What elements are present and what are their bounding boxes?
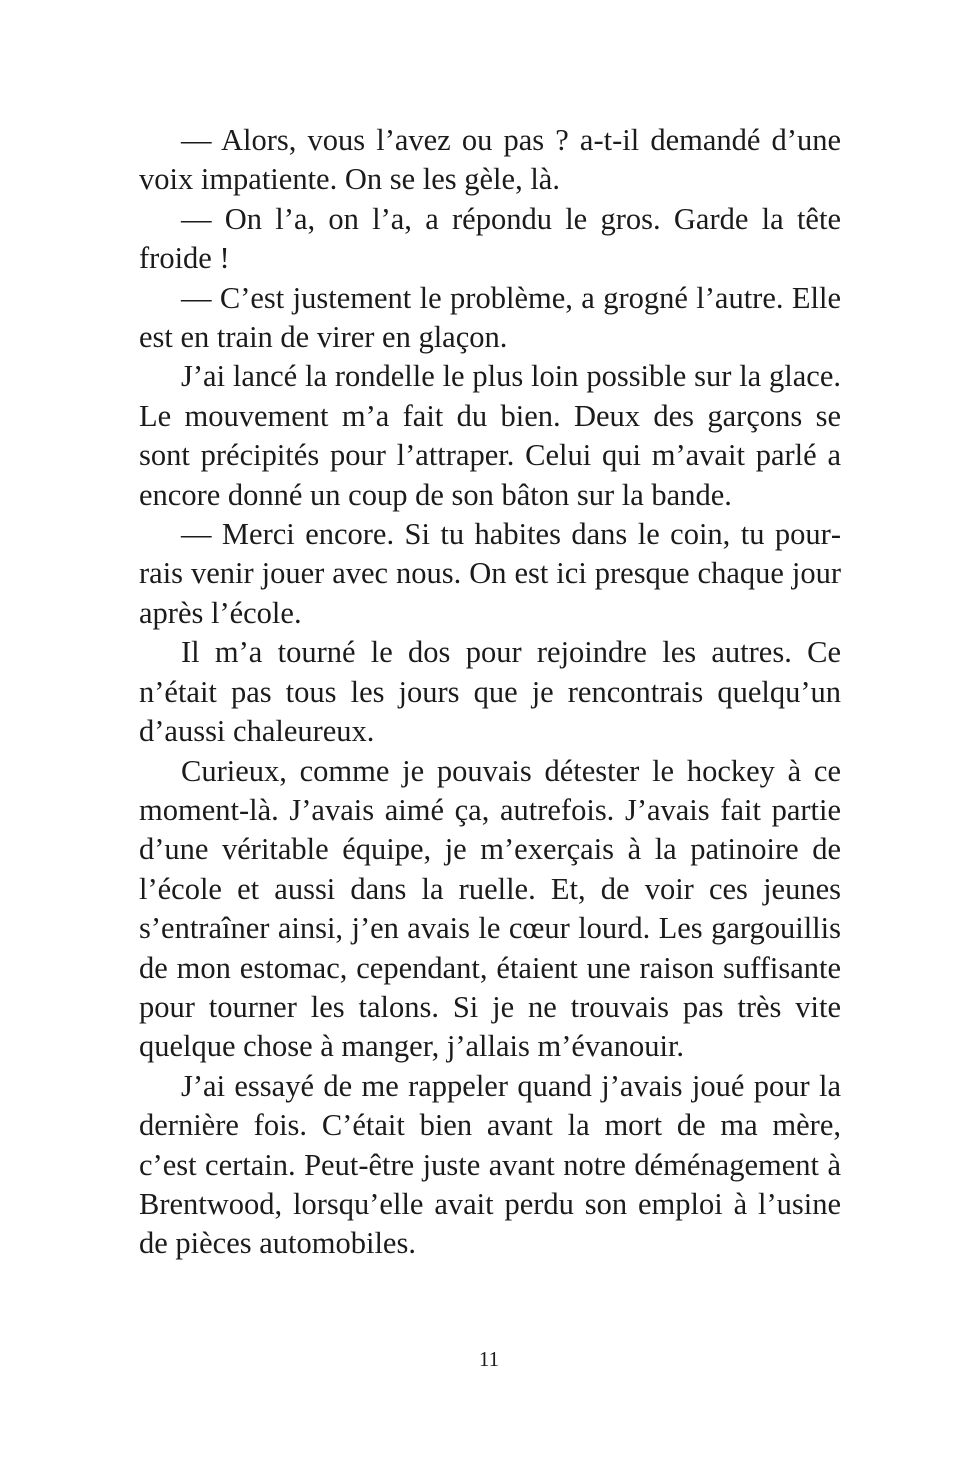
- paragraph-3: — C’est justement le problème, a grogné l’autre. Elle est en train de virer en glaçon.: [139, 280, 841, 355]
- paragraph-1: — Alors, vous l’avez ou pas ? a-t-il demandé d’une voix impatiente. On se les gèle, là.: [139, 123, 841, 197]
- body-text: [139, 121, 841, 1264]
- paragraph-6: Il m’a tourné le dos pour rejoindre les autres. Ce n’était pas tous les jours que je rencontrais quelqu’un d’aussi chaleureux.: [139, 635, 841, 749]
- paragraph-4: J’ai lancé la rondelle le plus loin possible sur la glace. Le mouvement m’a fait du bien. Deux des garçons se sont précipités pour l’attraper. Celui qui m’avait parlé a encore donné un coup de son bâton sur la bande.: [139, 359, 841, 512]
- paragraph-5: — Merci encore. Si tu habites dans le coin, tu pourrais venir jouer avec nous. On est ici presque chaque jour après l’école.: [139, 517, 841, 630]
- paragraph-8: J’ai essayé de me rappeler quand j’avais joué pour la dernière fois. C’était bien avant la mort de ma mère, c’est certain. Peut-être juste avant notre déménagement à Brentwood, lorsqu’elle avait perdu son emploi à l’usine de pièces automobiles.: [139, 1068, 841, 1261]
- paragraph-7: Curieux, comme je pouvais détester le hockey à ce moment-là. J’avais aimé ça, autrefois. J’avais fait partie d’une véritable équipe, je m’exerçais à la patinoire de l’école et aussi dans la ruelle. Et, de voir ces jeunes s’entraîner ainsi, j’en avais le cœur lourd. Les gargouillis de mon estomac, cependant, étaient une raison suffisante pour tourner les talons. Si je ne trouvais pas très vite quelque chose à manger, j’allais m’évanouir.: [139, 753, 841, 1064]
- paragraph-2: — On l’a, on l’a, a répondu le gros. Garde la tête froide !: [139, 201, 841, 276]
- page-number: 11: [478, 1347, 500, 1371]
